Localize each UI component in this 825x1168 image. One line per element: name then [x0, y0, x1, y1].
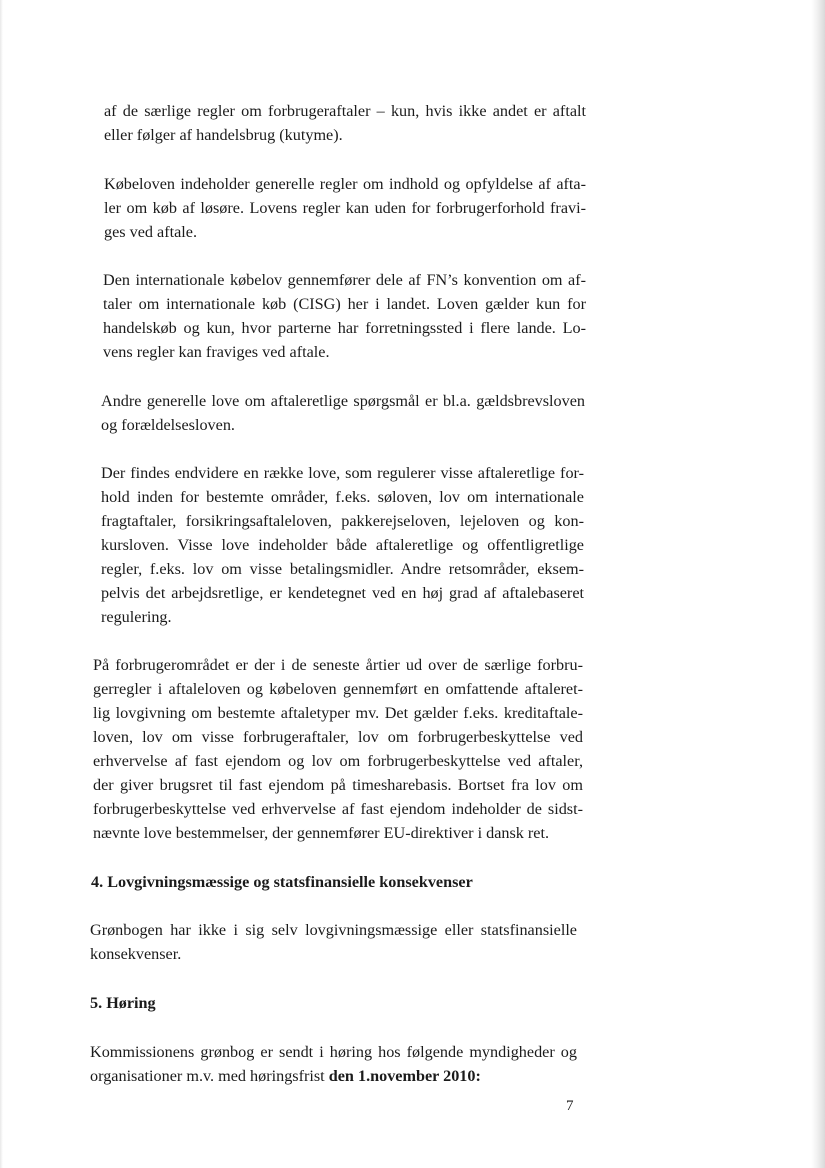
section-heading-5: 5. Høring: [90, 994, 156, 1012]
text-line: kursloven. Visse love indeholder både aftaleretlige og offentligretlige: [101, 536, 584, 554]
paragraph-section-4: [90, 918, 577, 966]
text-line: konsekvenser.: [90, 945, 182, 963]
text-line: loven, lov om visse forbrugeraftaler, lov om forbrugerbeskyttelse ved: [93, 728, 583, 746]
paragraph-forbrugeromradet: [93, 653, 583, 845]
text-line: ler om køb af løsøre. Lovens regler kan uden for forbrugerforhold fravi-: [104, 199, 586, 217]
text-line: taler om internationale køb (CISG) her i landet. Loven gælder kun for: [103, 295, 586, 313]
deadline-date: den 1.november 2010: [328, 1067, 476, 1085]
text-line: Kommissionens grønbog er sendt i høring hos følgende myndigheder og: [90, 1043, 577, 1061]
paragraph-kobeloven: [104, 172, 586, 244]
text-line: der giver brugsret til fast ejendom på timesharebasis. Bortset fra lov om: [93, 776, 583, 794]
paragraph-continuation: [104, 99, 586, 147]
text-line: og forældelsesloven.: [101, 416, 235, 434]
text-line: gerregler i aftaleloven og købeloven gennemført en omfattende aftaleret-: [93, 680, 583, 698]
text-line: vens regler kan fraviges ved aftale.: [103, 343, 330, 361]
text-line: Købeloven indeholder generelle regler om indhold og opfyldelse af afta-: [104, 175, 586, 193]
text-line: af de særlige regler om forbrugeraftaler – kun, hvis ikke andet er aftalt: [104, 102, 586, 120]
paragraph-raekke-love: [101, 461, 584, 629]
page-number: 7: [566, 1098, 574, 1114]
text-line: pelvis det arbejdsretlige, er kendetegnet ved en høj grad af aftalebaseret: [101, 584, 584, 602]
text-line: handelskøb og kun, hvor parterne har forretningssted i flere lande. Lo-: [103, 319, 586, 337]
section-heading-4: 4. Lovgivningsmæssige og statsfinansielle konsekvenser: [91, 873, 473, 891]
text-line: regulering.: [101, 608, 172, 626]
text-fragment: :: [475, 1067, 481, 1085]
text-line: På forbrugerområdet er der i de seneste årtier ud over de særlige forbru-: [93, 656, 583, 674]
text-line: forbrugerbeskyttelse ved erhvervelse af fast ejendom indeholder de sidst-: [93, 800, 583, 818]
text-line: Andre generelle love om aftaleretlige spørgsmål er bl.a. gældsbrevsloven: [101, 392, 585, 410]
text-line: hold inden for bestemte områder, f.eks. søloven, lov om internationale: [101, 488, 584, 506]
text-fragment: organisationer m.v. med høringsfrist: [90, 1067, 329, 1085]
paragraph-andre-love: [101, 389, 585, 437]
paragraph-section-5: [90, 1040, 577, 1088]
text-line: regler, f.eks. lov om visse betalingsmidler. Andre retsområder, eksem-: [101, 560, 584, 578]
text-line: fragtaftaler, forsikringsaftaleloven, pakkerejseloven, lejeloven og kon-: [101, 512, 584, 530]
text-line: eller følger af handelsbrug (kutyme).: [104, 126, 343, 144]
text-line: ges ved aftale.: [104, 223, 198, 241]
text-line: erhvervelse af fast ejendom og lov om forbrugerbeskyttelse ved aftaler,: [93, 752, 583, 770]
text-line: [90, 1064, 577, 1088]
text-line: nævnte love bestemmelser, der gennemfører EU-direktiver i dansk ret.: [93, 824, 550, 842]
scan-edge-left: [0, 0, 3, 1168]
text-line: Der findes endvidere en række love, som regulerer visse aftaleretlige for-: [101, 464, 584, 482]
paragraph-international-kobelov: [103, 268, 586, 364]
text-line: Grønbogen har ikke i sig selv lovgivningsmæssige eller statsfinansielle: [90, 921, 577, 939]
text-line: Den internationale købelov gennemfører dele af FN’s konvention om af-: [103, 271, 586, 289]
text-line: lig lovgivning om bestemte aftaletyper mv. Det gælder f.eks. kreditaftale-: [93, 704, 583, 722]
scan-edge-right: [811, 0, 825, 1168]
